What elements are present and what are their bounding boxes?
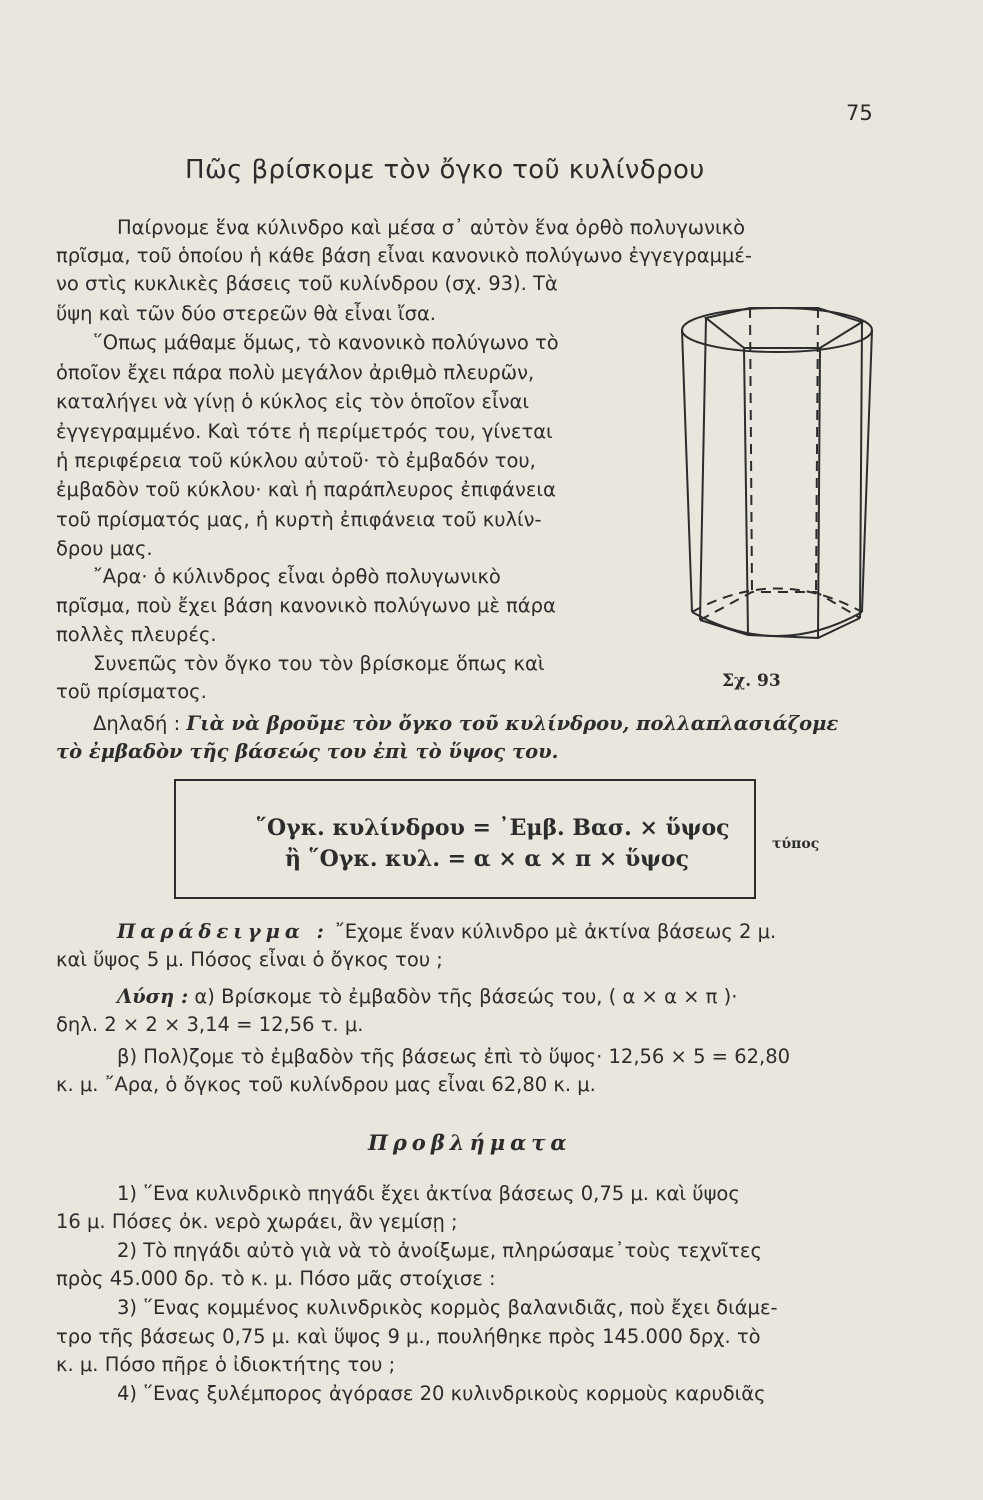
cylinder-bottom-front-arc	[692, 612, 862, 636]
text-line: πρῖσμα, ποὺ ἔχει βάση κανονικὸ πολύγωνο μὲ πάρα	[56, 594, 556, 617]
text-line: τοῦ πρίσματος.	[56, 680, 207, 703]
problem-line: 1) ῞Ενα κυλινδρικὸ πηγάδι ἔχει ἀκτίνα βάσεως 0,75 μ. καὶ ὕψος	[117, 1182, 740, 1205]
text-line: δρου μας.	[56, 537, 153, 560]
example-line-2: καὶ ὕψος 5 μ. Πόσος εἶναι ὁ ὄγκος του ;	[56, 948, 443, 971]
problem-line: 16 μ. Πόσες ὀκ. νερὸ χωράει, ἂν γεμίσῃ ;	[56, 1210, 458, 1233]
solution-heading: Λύση :	[117, 985, 189, 1008]
prism-bottom-back	[700, 592, 860, 620]
solution-line-2: δηλ. 2 × 2 × 3,14 = 12,56 τ. μ.	[56, 1013, 364, 1036]
page-title: Πῶς βρίσκομε τὸν ὄγκο τοῦ κυλίνδρου	[185, 155, 705, 185]
formula-label: τύπος	[772, 836, 820, 852]
text-line: Παίρνομε ἕνα κύλινδρο καὶ μέσα σ᾽ αὐτὸν ἕνα ὀρθὸ πολυγωνικὸ	[117, 216, 746, 239]
text-line: ἡ περιφέρεια τοῦ κύκλου αὐτοῦ· τὸ ἐμβαδόν του,	[56, 449, 536, 472]
cylinder-top-ellipse	[682, 308, 872, 352]
solution-text: α) Βρίσκομε τὸ ἐμβαδὸν τῆς βάσεώς του, ( α × α × π )·	[194, 985, 738, 1008]
problem-line: κ. μ. Πόσο πῆρε ὁ ἰδιοκτήτης του ;	[56, 1353, 396, 1376]
problem-line: 4) ῞Ενας ξυλέμπορος ἀγόρασε 20 κυλινδρικοὺς κορμοὺς καρυδιᾶς	[117, 1382, 766, 1405]
cylinder-prism-figure	[678, 300, 880, 660]
rule-text: Γιὰ νὰ βροῦμε τὸν ὄγκο τοῦ κυλίνδρου, πολλαπλασιάζομε	[186, 712, 839, 735]
page-number: 75	[846, 101, 873, 125]
solution-line-1	[117, 985, 737, 1009]
text-line: ῎Αρα· ὁ κύλινδρος εἶναι ὀρθὸ πολυγωνικὸ	[93, 565, 501, 588]
rule-line-1	[93, 712, 838, 736]
problem-line: 3) ῞Ενας κομμένος κυλινδρικὸς κορμὸς βαλανιδιᾶς, ποὺ ἔχει διάμε-	[117, 1296, 778, 1319]
text-line: ἐγγεγραμμένο. Καὶ τότε ἡ περίμετρός του, γίνεται	[56, 420, 553, 443]
text-line: ὁποῖον ἔχει πάρα πολὺ μεγάλον ἀριθμὸ πλευρῶν,	[56, 361, 535, 384]
formula-line-2: ἢ ῞Ογκ. κυλ. = α × α × π × ὕψος	[285, 846, 690, 872]
text-line: πολλὲς πλευρές.	[56, 623, 217, 646]
text-line: τοῦ πρίσματός μας, ἡ κυρτὴ ἐπιφάνεια τοῦ κυλίν-	[56, 508, 542, 531]
example-heading: Παράδειγμα :	[117, 920, 329, 943]
text-line: ῞Οπως μάθαμε ὅμως, τὸ κανονικὸ πολύγωνο τὸ	[93, 331, 559, 354]
cylinder-left-side	[682, 330, 692, 612]
cylinder-right-side	[862, 330, 872, 612]
rule-prefix: Δηλαδή :	[93, 712, 187, 735]
figure-caption: Σχ. 93	[722, 671, 781, 691]
text-line: νο στὶς κυκλικὲς βάσεις τοῦ κυλίνδρου (σχ. 93). Τὰ	[56, 272, 558, 295]
problem-line: πρὸς 45.000 δρ. τὸ κ. μ. Πόσο μᾶς στοίχισε :	[56, 1267, 496, 1290]
text-line: Συνεπῶς τὸν ὄγκο του τὸν βρίσκομε ὅπως καὶ	[93, 652, 545, 675]
example-text: ῎Εχομε ἕναν κύλινδρο μὲ ἀκτίνα βάσεως 2 μ.	[335, 920, 777, 943]
prism-edge	[700, 318, 706, 620]
text-line: πρῖσμα, τοῦ ὁποίου ἡ κάθε βάση εἶναι κανονικὸ πολύγωνο ἐγγεγραμμέ-	[56, 244, 752, 267]
solution-line-3: β) Πολ)ζομε τὸ ἐμβαδὸν τῆς βάσεως ἐπὶ τὸ ὕψος· 12,56 × 5 = 62,80	[117, 1045, 791, 1068]
text-line: ἐμβαδὸν τοῦ κύκλου· καὶ ἡ παράπλευρος ἐπιφάνεια	[56, 478, 556, 501]
problems-heading: Προβλήματα	[368, 1130, 572, 1155]
rule-line-2: τὸ ἐμβαδὸν τῆς βάσεώς του ἐπὶ τὸ ὕψος του.	[56, 740, 559, 763]
prism-edge	[860, 322, 862, 618]
problem-line: 2) Τὸ πηγάδι αὐτὸ γιὰ νὰ τὸ ἀνοίξωμε, πληρώσαμε᾽τοὺς τεχνῖτες	[117, 1239, 762, 1262]
prism-top-hexagon	[706, 308, 862, 348]
text-line: ὕψη καὶ τῶν δύο στερεῶν θὰ εἶναι ἴσα.	[56, 302, 437, 325]
formula-line-1: ῞Ογκ. κυλίνδρου = ᾿Εμβ. Βασ. × ὕψος	[256, 815, 730, 841]
problem-line: τρο τῆς βάσεως 0,75 μ. καὶ ὕψος 9 μ., πουλήθηκε πρὸς 145.000 δρχ. τὸ	[56, 1325, 761, 1348]
example-line-1	[117, 920, 776, 944]
solution-line-4: κ. μ. ῎Αρα, ὁ ὄγκος τοῦ κυλίνδρου μας εἶναι 62,80 κ. μ.	[56, 1073, 596, 1096]
cylinder-bottom-back-arc	[692, 589, 862, 613]
text-line: καταλήγει νὰ γίνῃ ὁ κύκλος εἰς τὸν ὁποῖον εἶναι	[56, 390, 530, 413]
